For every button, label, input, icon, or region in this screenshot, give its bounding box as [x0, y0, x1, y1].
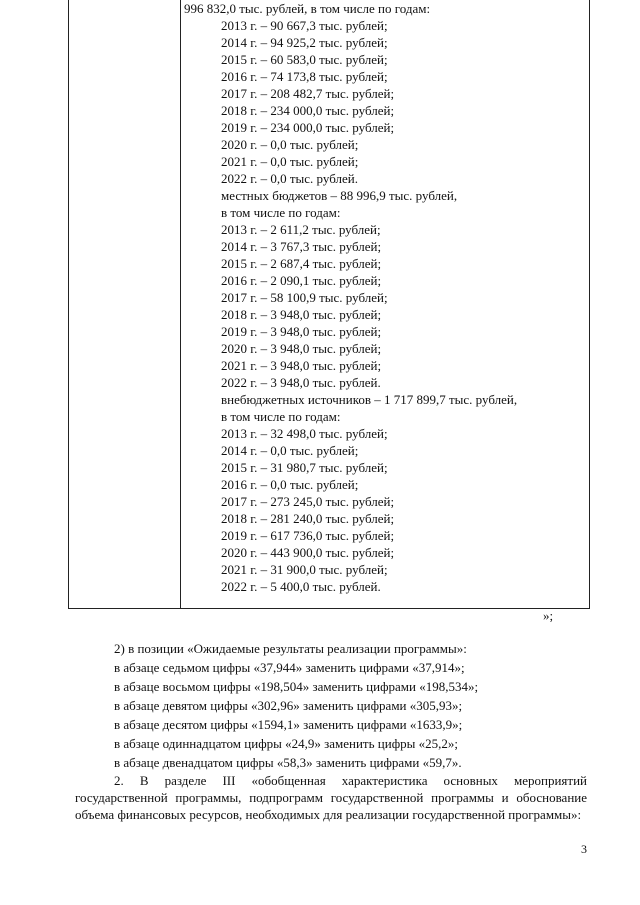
- local-year-line: 2016 г. – 2 090,1 тыс. рублей;: [221, 273, 382, 288]
- section2-heading: 2) в позиции «Ожидаемые результаты реализации программы»:: [114, 641, 467, 656]
- extra-budget-subheader: в том числе по годам:: [221, 409, 341, 424]
- regional-year-line: 2020 г. – 0,0 тыс. рублей;: [221, 137, 359, 152]
- extra-year-line: 2013 г. – 32 498,0 тыс. рублей;: [221, 426, 388, 441]
- extra-year-line: 2019 г. – 617 736,0 тыс. рублей;: [221, 528, 395, 543]
- local-year-line: 2015 г. – 2 687,4 тыс. рублей;: [221, 256, 382, 271]
- local-year-line: 2017 г. – 58 100,9 тыс. рублей;: [221, 290, 388, 305]
- section2-item: в абзаце восьмом цифры «198,504» заменить цифрами «198,534»;: [114, 679, 479, 694]
- regional-year-line: 2022 г. – 0,0 тыс. рублей.: [221, 171, 358, 186]
- section2-item: в абзаце девятом цифры «302,96» заменить цифрами «305,93»;: [114, 698, 463, 713]
- extra-year-line: 2021 г. – 31 900,0 тыс. рублей;: [221, 562, 388, 577]
- regional-year-line: 2017 г. – 208 482,7 тыс. рублей;: [221, 86, 395, 101]
- regional-year-line: 2013 г. – 90 667,3 тыс. рублей;: [221, 18, 388, 33]
- extra-year-line: 2016 г. – 0,0 тыс. рублей;: [221, 477, 359, 492]
- section2-item: в абзаце десятом цифры «1594,1» заменить цифрами «1633,9»;: [114, 717, 463, 732]
- extra-budget-header: внебюджетных источников – 1 717 899,7 тыс. рублей,: [221, 392, 518, 407]
- extra-year-line: 2015 г. – 31 980,7 тыс. рублей;: [221, 460, 388, 475]
- regional-year-line: 2015 г. – 60 583,0 тыс. рублей;: [221, 52, 388, 67]
- extra-year-line: 2018 г. – 281 240,0 тыс. рублей;: [221, 511, 395, 526]
- funding-total-line: 996 832,0 тыс. рублей, в том числе по годам:: [184, 1, 431, 16]
- section2-item: в абзаце седьмом цифры «37,944» заменить цифрами «37,914»;: [114, 660, 465, 675]
- local-year-line: 2019 г. – 3 948,0 тыс. рублей;: [221, 324, 382, 339]
- local-year-line: 2018 г. – 3 948,0 тыс. рублей;: [221, 307, 382, 322]
- regional-year-line: 2014 г. – 94 925,2 тыс. рублей;: [221, 35, 388, 50]
- local-budget-subheader: в том числе по годам:: [221, 205, 341, 220]
- section2-item: в абзаце одиннадцатом цифры «24,9» заменить цифры «25,2»;: [114, 736, 458, 751]
- local-year-line: 2022 г. – 3 948,0 тыс. рублей.: [221, 375, 381, 390]
- local-year-line: 2021 г. – 3 948,0 тыс. рублей;: [221, 358, 382, 373]
- local-year-line: 2020 г. – 3 948,0 тыс. рублей;: [221, 341, 382, 356]
- local-budget-header: местных бюджетов – 88 996,9 тыс. рублей,: [221, 188, 458, 203]
- extra-year-line: 2020 г. – 443 900,0 тыс. рублей;: [221, 545, 395, 560]
- closing-quote: »;: [543, 608, 554, 623]
- extra-year-line: 2022 г. – 5 400,0 тыс. рублей.: [221, 579, 381, 594]
- regional-year-line: 2018 г. – 234 000,0 тыс. рублей;: [221, 103, 395, 118]
- local-year-line: 2014 г. – 3 767,3 тыс. рублей;: [221, 239, 382, 254]
- regional-year-line: 2019 г. – 234 000,0 тыс. рублей;: [221, 120, 395, 135]
- regional-year-line: 2021 г. – 0,0 тыс. рублей;: [221, 154, 359, 169]
- page-number: 3: [581, 842, 587, 856]
- extra-year-line: 2017 г. – 273 245,0 тыс. рублей;: [221, 494, 395, 509]
- local-year-line: 2013 г. – 2 611,2 тыс. рублей;: [221, 222, 381, 237]
- section2-item: в абзаце двенадцатом цифры «58,3» заменить цифрами «59,7».: [114, 755, 462, 770]
- section3-paragraph: 2. В разделе III «обобщенная характеристика основных мероприятий государственной программы, подпрограмм государственной программы и обоснование объема финансовых ресурсов, необходимых для реализации государственной программы»:: [75, 773, 587, 822]
- table-column-divider: [180, 0, 181, 608]
- regional-year-line: 2016 г. – 74 173,8 тыс. рублей;: [221, 69, 388, 84]
- extra-year-line: 2014 г. – 0,0 тыс. рублей;: [221, 443, 359, 458]
